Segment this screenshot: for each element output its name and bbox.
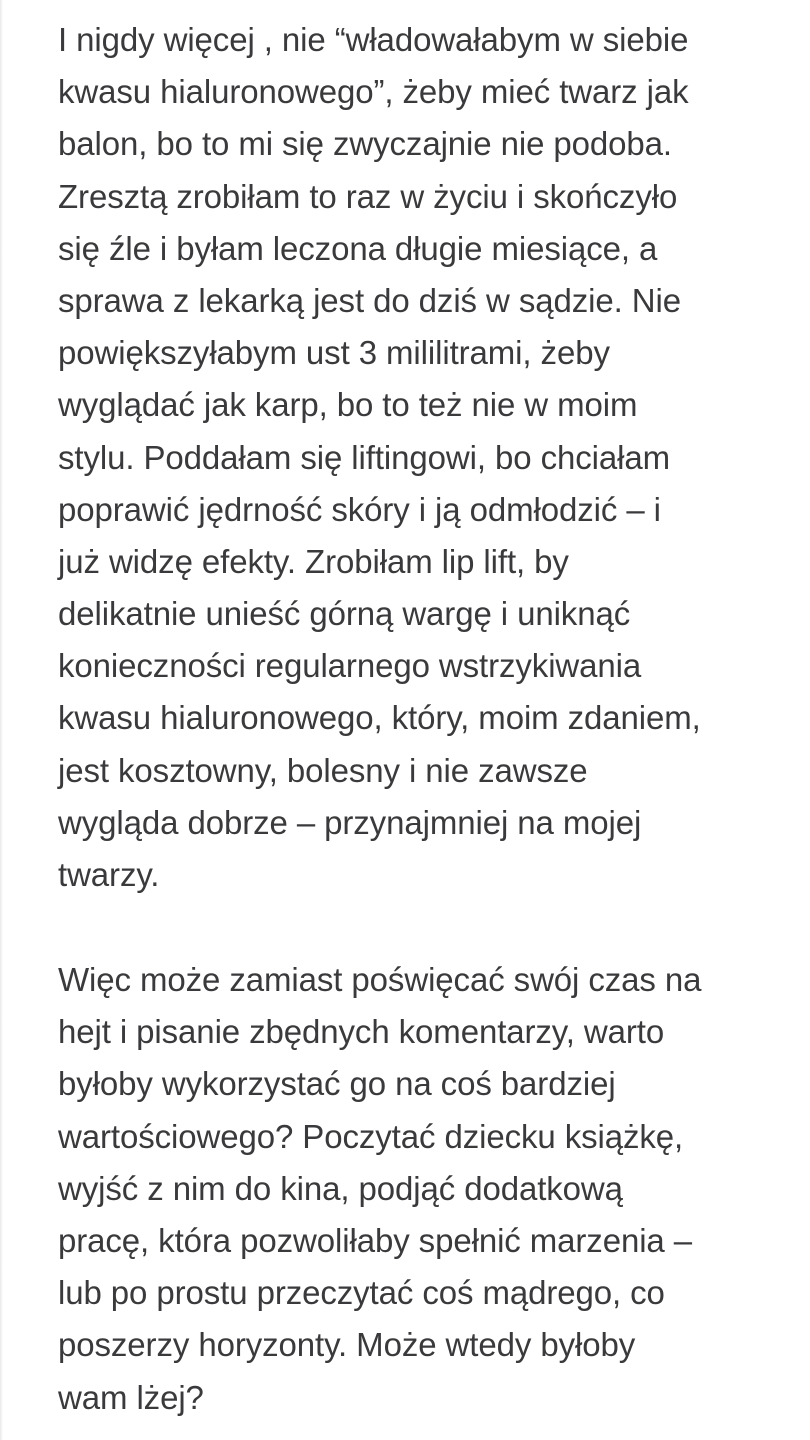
paragraph-line: konieczności regularnego wstrzykiwania xyxy=(58,647,642,685)
paragraph-line: wyglądać jak karp, bo to też nie w moim xyxy=(58,386,638,424)
paragraph-line: delikatnie unieść górną wargę i uniknąć xyxy=(58,595,631,633)
paragraph-line: poprawić jędrność skóry i ją odmłodzić – i xyxy=(58,490,661,528)
left-edge-shadow xyxy=(0,0,3,1440)
paragraph-line: jest kosztowny, bolesny i nie zawsze xyxy=(58,751,588,789)
paragraph-2 xyxy=(58,954,778,1424)
paragraph-line: wartościowego? Poczytać dziecku książkę, xyxy=(58,1117,684,1155)
paragraph-line: sprawa z lekarką jest do dziś w sądzie. Nie xyxy=(58,281,681,319)
paragraph-line: Więc może zamiast poświęcać swój czas na xyxy=(58,961,702,998)
paragraph-line: lub po prostu przeczytać coś mądrego, co xyxy=(58,1274,665,1312)
paragraph-line: wygląda dobrze – przynajmniej na mojej xyxy=(58,803,642,841)
paragraph-1 xyxy=(58,14,778,901)
paragraph-line: Zresztą zrobiłam to raz w życiu i skończyło xyxy=(58,177,678,215)
paragraph-line: wyjść z nim do kina, podjąć dodatkową xyxy=(58,1169,623,1207)
paragraph-line: już widzę efekty. Zrobiłam lip lift, by xyxy=(58,542,569,580)
paragraph-line: twarzy. xyxy=(58,856,160,893)
paragraph-line: pracę, która pozwoliłaby spełnić marzenia – xyxy=(58,1221,693,1259)
paragraph-line: powiększyłabym ust 3 mililitrami, żeby xyxy=(58,334,610,372)
paragraph-line: hejt i pisanie zbędnych komentarzy, warto xyxy=(58,1013,665,1051)
paragraph-line: balon, bo to mi się zwyczajnie nie podoba. xyxy=(58,125,673,163)
paragraph-line: poszerzy horyzonty. Może wtedy byłoby xyxy=(58,1326,636,1364)
paragraph-line: byłoby wykorzystać go na coś bardziej xyxy=(58,1065,616,1103)
paragraph-line: kwasu hialuronowego, który, moim zdaniem, xyxy=(58,699,701,737)
paragraph-line: stylu. Poddałam się liftingowi, bo chciałam xyxy=(58,438,670,476)
paragraph-line: I nigdy więcej , nie “władowałabym w siebie xyxy=(58,21,689,58)
paragraph-line: kwasu hialuronowego”, żeby mieć twarz jak xyxy=(58,73,689,111)
paragraph-line: się źle i byłam leczona długie miesiące, a xyxy=(58,229,658,267)
paragraph-line: wam lżej? xyxy=(58,1378,204,1416)
